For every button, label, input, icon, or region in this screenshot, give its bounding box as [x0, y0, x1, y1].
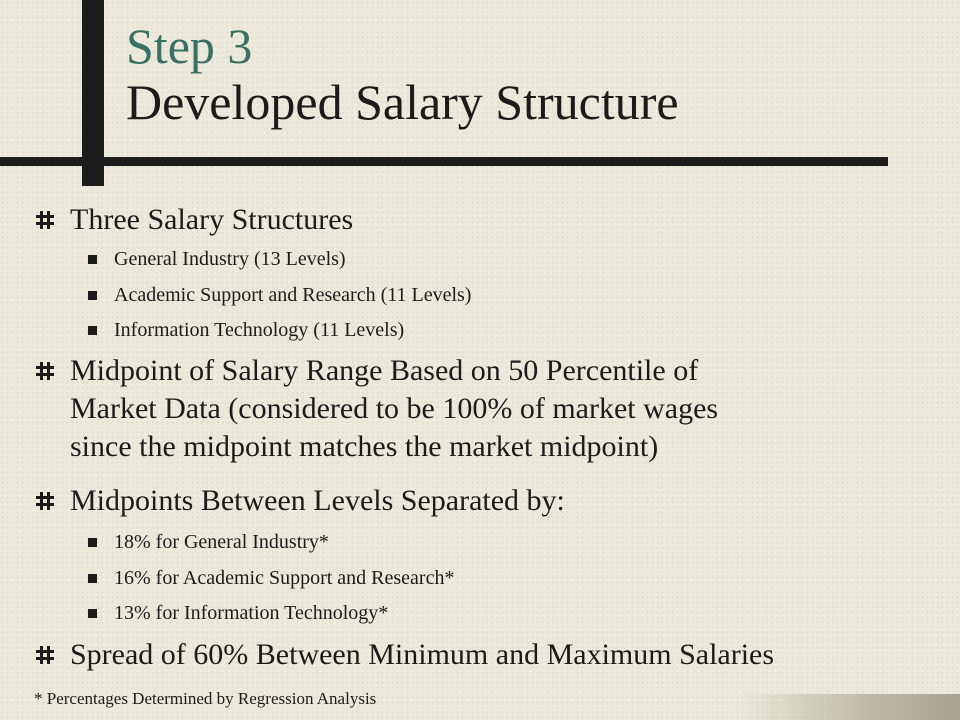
sub-bullet-text: Academic Support and Research (11 Levels): [114, 284, 472, 306]
bullet-text-line: Market Data (considered to be 100% of market wages: [70, 392, 719, 425]
sub-bullet-text: 18% for General Industry*: [114, 531, 329, 553]
square-bullet-icon: [88, 291, 97, 300]
bullet-text: Three Salary Structures: [70, 203, 354, 236]
bullet-midpoints-between-levels: [70, 482, 565, 520]
bullet-midpoint-of-salary-range: [70, 352, 718, 466]
title-line-2: Developed Salary Structure: [126, 74, 679, 130]
bullet-text-line: since the midpoint matches the market midpoint): [70, 430, 659, 463]
hash-bullet-icon: [36, 492, 54, 510]
bullet-three-salary-structures: [70, 201, 353, 239]
bullet-spread-of-60-percent: [70, 636, 774, 674]
sub-bullet: [114, 318, 404, 342]
decorative-corner-shade: [740, 694, 960, 720]
square-bullet-icon: [88, 538, 97, 547]
title-line-1: Step 3: [126, 18, 253, 74]
square-bullet-icon: [88, 326, 97, 335]
sub-bullet-text: Information Technology (11 Levels): [114, 319, 405, 341]
bullet-text: Midpoints Between Levels Separated by:: [70, 484, 565, 517]
square-bullet-icon: [88, 609, 97, 618]
sub-bullet: [114, 566, 454, 590]
sub-bullet: [114, 530, 329, 554]
bullet-text: Spread of 60% Between Minimum and Maximum Salaries: [70, 638, 775, 671]
hash-bullet-icon: [36, 211, 54, 229]
footnote: * Percentages Determined by Regression Analysis: [34, 689, 377, 708]
sub-bullet-text: 13% for Information Technology*: [114, 602, 389, 624]
sub-bullet: [114, 601, 388, 625]
sub-bullet-text: General Industry (13 Levels): [114, 248, 346, 270]
hash-bullet-icon: [36, 362, 54, 380]
sub-bullet-text: 16% for Academic Support and Research*: [114, 567, 455, 589]
square-bullet-icon: [88, 255, 97, 264]
sub-bullet: [114, 247, 346, 271]
square-bullet-icon: [88, 574, 97, 583]
hash-bullet-icon: [36, 646, 54, 664]
bullet-text-line: Midpoint of Salary Range Based on 50 Percentile of: [70, 354, 699, 387]
sub-bullet: [114, 283, 471, 307]
